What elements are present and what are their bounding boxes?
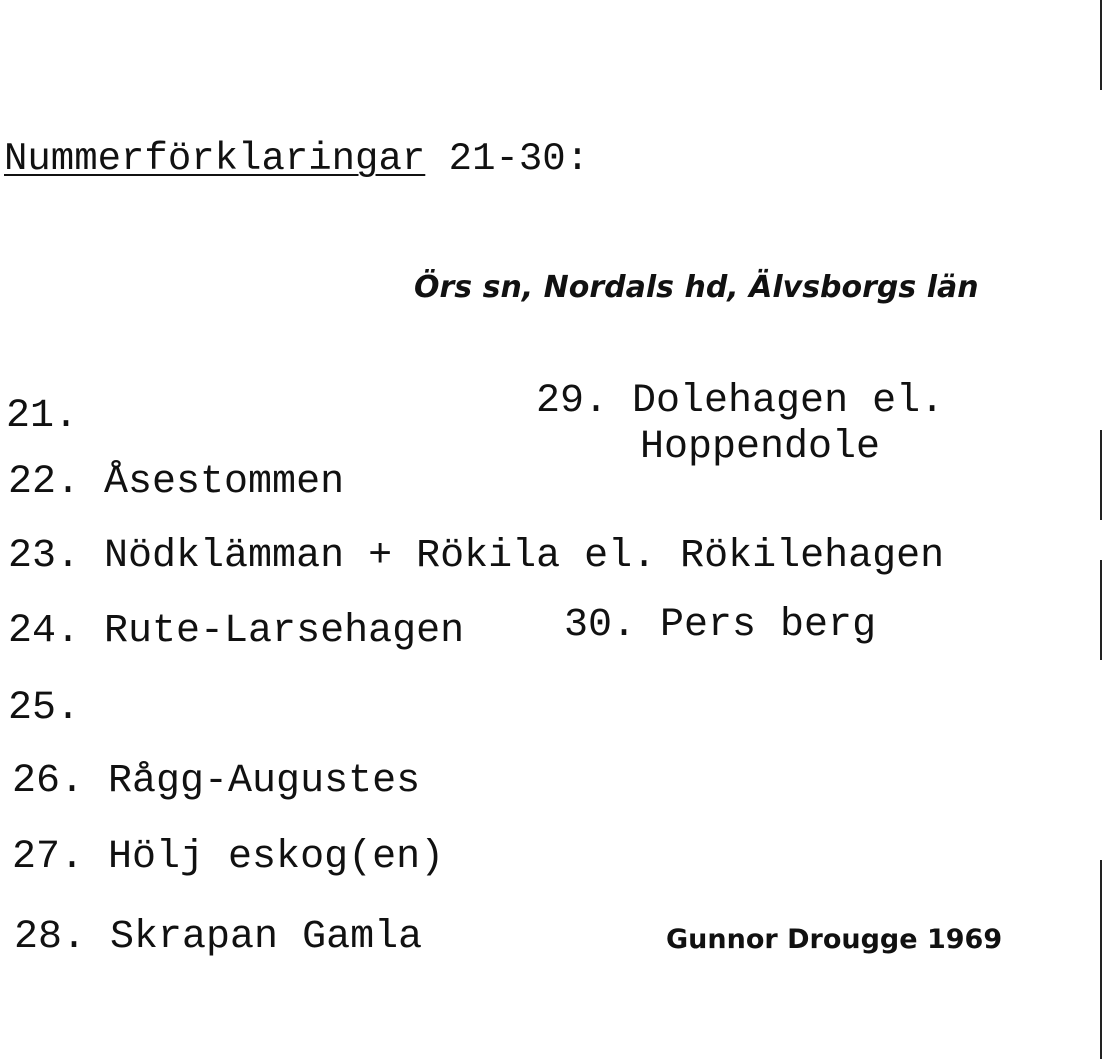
entry-27: [12, 835, 445, 880]
entry-name: Åsestommen: [104, 460, 345, 505]
author-signature: Gunnor Drougge 1969: [666, 924, 1003, 955]
entry-number: 30.: [564, 603, 637, 648]
entry-name: Pers berg: [660, 603, 877, 648]
entry-30: [564, 603, 877, 648]
page-heading: [4, 137, 590, 181]
entry-name: Dolehagen el.: [632, 379, 945, 424]
entry-name: Nödklämman + Rökila el. Rökilehagen: [104, 534, 945, 579]
heading-range: 21-30:: [425, 137, 590, 181]
entry-29-continuation: [640, 425, 881, 470]
entry-25: [8, 686, 81, 731]
heading-title: Nummerförklaringar: [4, 137, 426, 181]
entry-number: 24.: [8, 609, 81, 654]
scan-edge-line: [1100, 860, 1102, 1059]
entry-21: [6, 394, 79, 439]
scan-edge-line: [1100, 560, 1102, 660]
entry-26: [12, 759, 421, 804]
entry-24: [8, 609, 465, 654]
entry-number: 21.: [6, 394, 79, 439]
entry-number: 26.: [12, 759, 85, 804]
entry-23: [8, 534, 945, 579]
location-line: Örs sn, Nordals hd, Älvsborgs län: [414, 270, 979, 305]
entry-number: 27.: [12, 835, 85, 880]
entry-22: [8, 460, 345, 505]
scan-edge-line: [1100, 0, 1102, 90]
entry-name: Rute-Larsehagen: [104, 609, 465, 654]
entry-29: [536, 379, 945, 424]
entry-number: 28.: [14, 915, 87, 960]
entry-number: 29.: [536, 379, 609, 424]
entry-name: Hölj eskog(en): [108, 835, 445, 880]
entry-number: 23.: [8, 534, 81, 579]
entry-number: 25.: [8, 686, 81, 731]
scan-edge-line: [1100, 430, 1102, 520]
entry-28: [14, 915, 423, 960]
entry-name: Rågg-Augustes: [108, 759, 421, 804]
entry-number: 22.: [8, 460, 81, 505]
entry-name: Skrapan Gamla: [110, 915, 423, 960]
entry-name-line2: Hoppendole: [640, 425, 881, 470]
